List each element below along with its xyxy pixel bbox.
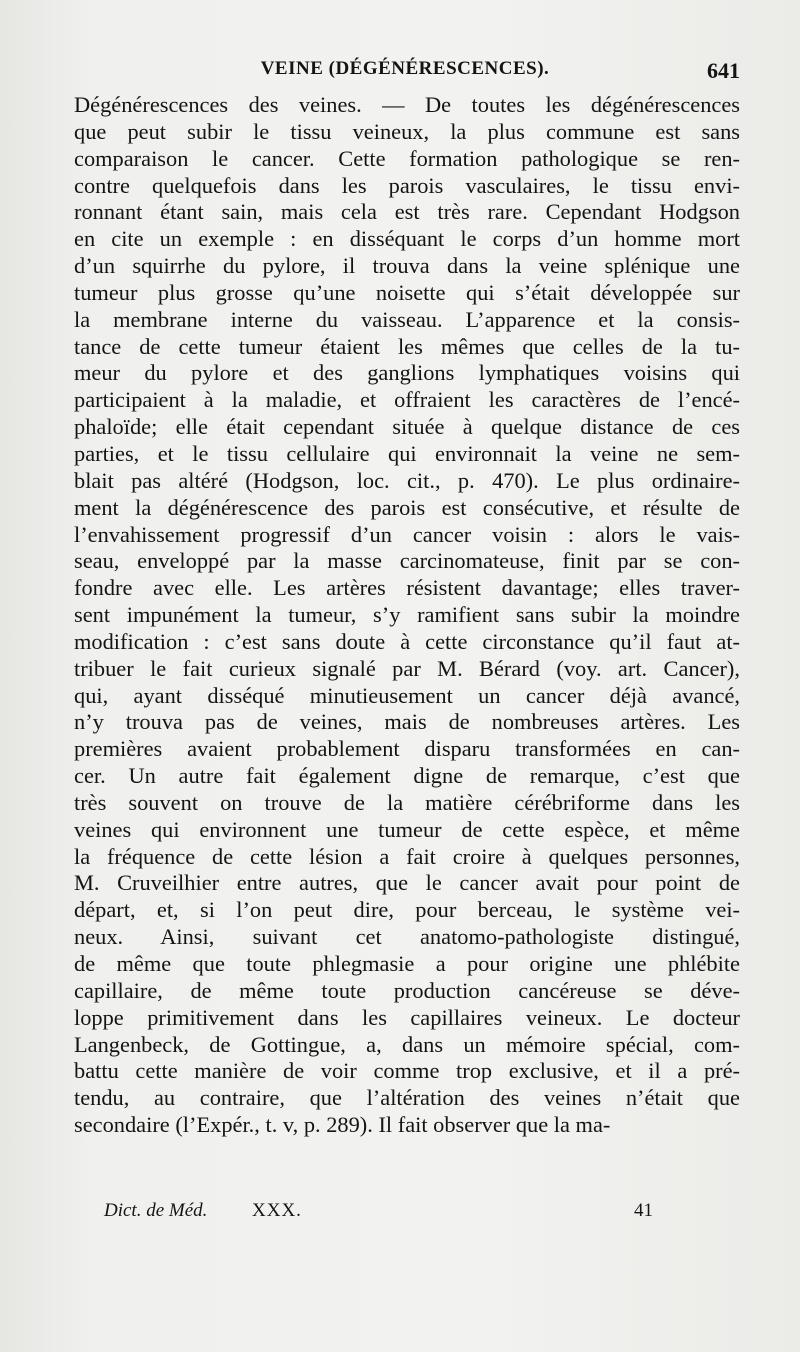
text-line: cer. Un autre fait également digne de remarque, c’est que xyxy=(74,763,740,789)
text-line: que peut subir le tissu veineux, la plus commune est sans xyxy=(74,118,740,144)
text-line: tance de cette tumeur étaient les mêmes que celles de la tu- xyxy=(74,333,740,359)
text-line: secondaire (l’Expér., t. v, p. 289). Il fait observer que la ma- xyxy=(74,1112,611,1138)
text-line: sent impunément la tumeur, s’y ramifient sans subir la moindre xyxy=(74,602,740,628)
text-line: tumeur plus grosse qu’une noisette qui s’était développée sur xyxy=(74,279,740,305)
text-line: la fréquence de cette lésion a fait croire à quelques personnes, xyxy=(74,843,740,869)
text-line: en cite un exemple : en disséquant le corps d’un homme mort xyxy=(74,226,740,252)
text-line: participaient à la maladie, et offraient les caractères de l’encé- xyxy=(74,387,740,413)
text-line: l’envahissement progressif d’un cancer voisin : alors le vais- xyxy=(74,521,740,547)
text-line: la membrane interne du vaisseau. L’apparence et la consis- xyxy=(74,306,740,332)
footer-sheet-number: 41 xyxy=(634,1200,653,1221)
text-line: d’un squirrhe du pylore, il trouva dans la veine splénique une xyxy=(74,253,740,279)
footer-volume: XXX. xyxy=(252,1200,302,1221)
text-line: de même que toute phlegmasie a pour origine une phlébite xyxy=(74,951,740,976)
text-line: neux. Ainsi, suivant cet anatomo-pathologiste distingué, xyxy=(74,924,740,950)
text-line: n’y trouva pas de veines, mais de nombreuses artères. Les xyxy=(74,709,740,735)
text-line: premières avaient probablement disparu transformées en can- xyxy=(74,736,740,762)
text-line: Dégénérescences des veines. — De toutes les dégénérescences xyxy=(74,92,740,117)
text-line: phaloïde; elle était cependant située à quelque distance de ces xyxy=(74,414,740,440)
footer-signature: Dict. de Méd. xyxy=(104,1200,208,1221)
text-line: Langenbeck, de Gottingue, a, dans un mémoire spécial, com- xyxy=(74,1031,740,1057)
text-line: modification : c’est sans doute à cette circonstance qu’il faut at- xyxy=(74,628,740,654)
page-footer xyxy=(104,1200,664,1228)
text-line: seau, enveloppé par la masse carcinomateuse, finit par se con- xyxy=(74,548,740,574)
text-line: ronnant étant sain, mais cela est très rare. Cependant Hodgson xyxy=(74,199,740,225)
text-line: tendu, au contraire, que l’altération des veines n’était que xyxy=(74,1085,740,1111)
text-line: comparaison le cancer. Cette formation pathologique se ren- xyxy=(74,145,740,171)
text-line: capillaire, de même toute production cancéreuse se déve- xyxy=(74,977,740,1003)
text-line: veines qui environnent une tumeur de cette espèce, et même xyxy=(74,816,740,842)
text-line: blait pas altéré (Hodgson, loc. cit., p. 470). Le plus ordinaire- xyxy=(74,467,740,493)
page-number: 641 xyxy=(707,58,740,83)
text-line: tribuer le fait curieux signalé par M. Bérard (voy. art. Cancer), xyxy=(74,655,740,681)
text-line: parties, et le tissu cellulaire qui environnait la veine ne sem- xyxy=(74,440,740,466)
text-line: contre quelquefois dans les parois vasculaires, le tissu envi- xyxy=(74,172,740,198)
text-line: très souvent on trouve de la matière cérébriforme dans les xyxy=(74,789,740,815)
running-title: VEINE (DÉGÉNÉRESCENCES). xyxy=(260,58,550,79)
text-line: qui, ayant disséqué minutieusement un cancer déjà avancé, xyxy=(74,682,740,708)
body-text xyxy=(74,92,740,1139)
text-line: M. Cruveilhier entre autres, que le cancer avait pour point de xyxy=(74,870,740,896)
text-line: fondre avec elle. Les artères résistent davantage; elles traver- xyxy=(74,575,740,601)
text-line: départ, et, si l’on peut dire, pour berceau, le système vei- xyxy=(74,897,740,923)
text-line: meur du pylore et des ganglions lymphatiques voisins qui xyxy=(74,360,740,386)
text-line: ment la dégénérescence des parois est consécutive, et résulte de xyxy=(74,494,740,520)
text-line: battu cette manière de voir comme trop exclusive, et il a pré- xyxy=(74,1058,740,1084)
page-header xyxy=(70,58,740,88)
text-line: loppe primitivement dans les capillaires veineux. Le docteur xyxy=(74,1004,740,1030)
